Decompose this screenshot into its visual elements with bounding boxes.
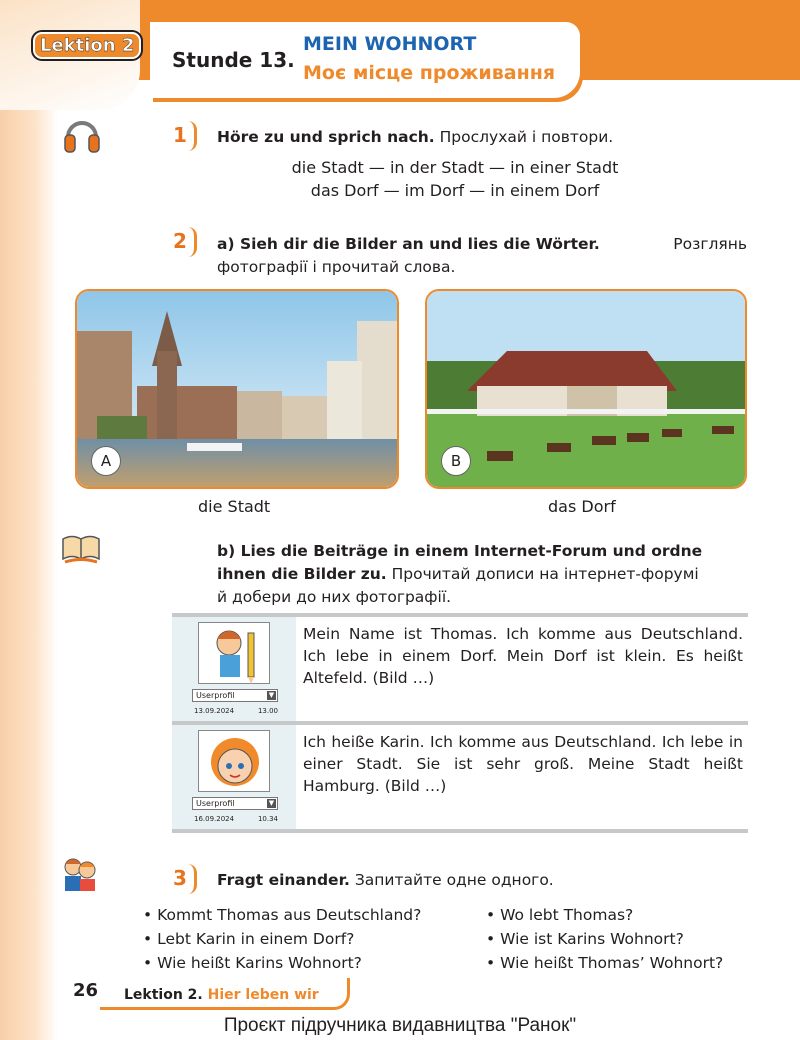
task3-number: 3 bbox=[173, 866, 187, 890]
userprofile-label: Userprofil bbox=[196, 799, 235, 808]
post-timestamp bbox=[194, 815, 278, 823]
footer-topic: Hier leben wir bbox=[207, 987, 319, 1003]
forum-user-panel bbox=[172, 725, 296, 829]
task3-instruction-de: Fragt einander. bbox=[217, 871, 350, 889]
city-illustration bbox=[77, 291, 399, 489]
lesson-number: Stunde 13. bbox=[172, 48, 295, 72]
avatar-girl bbox=[198, 730, 270, 792]
open-book-icon bbox=[60, 531, 102, 565]
question-right-2: • Wie ist Karins Wohnort? bbox=[486, 930, 684, 948]
question-left-1: • Kommt Thomas aus Deutschland? bbox=[143, 906, 422, 924]
photo-village bbox=[425, 289, 747, 489]
page-number: 26 bbox=[73, 980, 99, 1001]
avatar-boy bbox=[198, 622, 270, 684]
left-margin-band bbox=[0, 0, 58, 1040]
userprofile-select[interactable] bbox=[192, 797, 278, 810]
forum-user-panel bbox=[172, 617, 296, 721]
post-text: Ich heiße Karin. Ich komme aus Deutschland. Ich lebe in einer Stadt. Sie ist sehr groß. Meine Stadt heißt Hamburg. (Bild …) bbox=[303, 733, 743, 795]
task2a-instruction-ua-1: Розглянь bbox=[673, 235, 747, 253]
post-date: 13.09.2024 bbox=[194, 707, 235, 715]
question-left-3: • Wie heißt Karins Wohnort? bbox=[143, 954, 362, 972]
running-footer bbox=[124, 987, 319, 1003]
task2b-line1: b) Lies die Beiträge in einem Internet-Forum und ordne bbox=[217, 542, 703, 560]
forum-post-thomas bbox=[172, 617, 748, 721]
task2b-line2-ua: Прочитай дописи на інтернет-форумі bbox=[391, 565, 699, 583]
task3-instruction-ua: Запитайте одне одного. bbox=[354, 871, 554, 889]
village-illustration bbox=[427, 291, 747, 489]
photo-b-label: B bbox=[441, 446, 471, 476]
post-timestamp bbox=[194, 707, 278, 715]
task2a-instruction-de: a) Sieh dir die Bilder an und lies die Wörter. bbox=[217, 235, 600, 253]
task3-instruction bbox=[217, 869, 554, 891]
task2a-instruction bbox=[217, 233, 747, 255]
headphones-icon bbox=[62, 113, 102, 155]
question-right-3: • Wie heißt Thomas’ Wohnort? bbox=[486, 954, 724, 972]
lektion-tag bbox=[33, 32, 141, 59]
girl-avatar-icon bbox=[199, 731, 271, 793]
page-subtitle: Моє місце проживання bbox=[303, 62, 556, 84]
userprofile-label: Userprofil bbox=[196, 691, 235, 700]
task2a-instruction-ua-2: фотографії і прочитай слова. bbox=[217, 258, 456, 276]
photo-a-label: A bbox=[91, 446, 121, 476]
task2b-line3: й добери до них фотографії. bbox=[217, 588, 452, 606]
post-text: Mein Name ist Thomas. Ich komme aus Deutschland. Ich lebe in einem Dorf. Mein Dorf ist klein. Es heißt Altefeld. (Bild …) bbox=[303, 625, 743, 687]
task1-instruction-ua: Прослухай і повтори. bbox=[439, 128, 614, 146]
task2b-line2 bbox=[217, 563, 699, 585]
userprofile-select[interactable] bbox=[192, 689, 278, 702]
question-right-1: • Wo lebt Thomas? bbox=[486, 906, 634, 924]
caption-village: das Dorf bbox=[548, 497, 616, 516]
post-time: 10.34 bbox=[257, 815, 278, 823]
task1-number: 1 bbox=[173, 123, 187, 147]
lektion-number: 2 bbox=[121, 35, 135, 56]
task1-line2: das Dorf — im Dorf — in einem Dorf bbox=[310, 181, 600, 200]
task1-instruction-de: Höre zu und sprich nach. bbox=[217, 128, 435, 146]
task2b-line2-de: ihnen die Bilder zu. bbox=[217, 565, 387, 583]
post-time: 13.00 bbox=[257, 707, 278, 715]
caption-city: die Stadt bbox=[198, 497, 271, 516]
task1-line1: die Stadt — in der Stadt — in einer Stadt bbox=[291, 158, 619, 177]
task1-instruction bbox=[217, 126, 613, 148]
page-title: MEIN WOHNORT bbox=[303, 33, 477, 55]
task2-number: 2 bbox=[173, 229, 187, 253]
dropdown-arrow-icon: ▼ bbox=[268, 691, 275, 699]
photo-city bbox=[75, 289, 399, 489]
two-children-icon bbox=[60, 855, 100, 893]
footer-lektion: Lektion 2. bbox=[124, 987, 203, 1003]
question-left-2: • Lebt Karin in einem Dorf? bbox=[143, 930, 355, 948]
forum-bottom-border bbox=[172, 829, 748, 833]
post-date: 16.09.2024 bbox=[194, 815, 235, 823]
lektion-label: Lektion bbox=[40, 35, 116, 56]
boy-avatar-icon bbox=[199, 623, 271, 685]
publisher-watermark: Проєкт підручника видавництва "Ранок" bbox=[223, 1015, 577, 1036]
dropdown-arrow-icon: ▼ bbox=[268, 799, 275, 807]
forum-post-karin bbox=[172, 725, 748, 829]
